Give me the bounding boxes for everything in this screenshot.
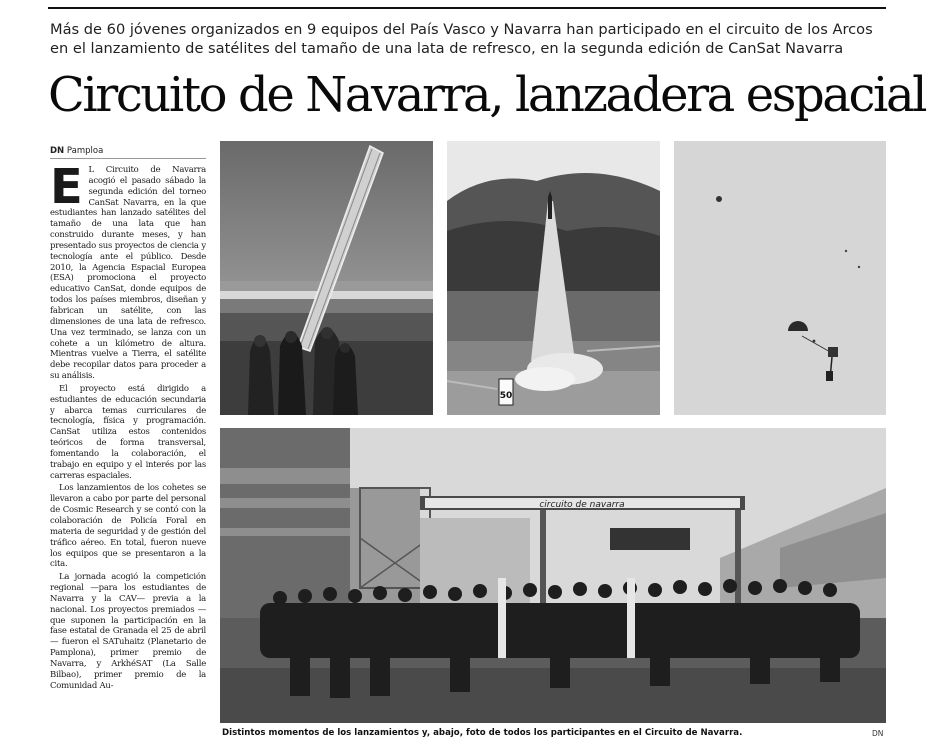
photo-parachute [674, 141, 886, 415]
photo-rocket-launch [447, 141, 660, 415]
photo-credit: DN [872, 729, 884, 738]
subtitle-line-1: Más de 60 jóvenes organizados en 9 equipos del País Vasco y Navarra han participado en el circuito de los Arcos [50, 21, 873, 38]
article-headline: Circuito de Navarra, lanzadera espacial [48, 67, 926, 123]
byline [50, 146, 206, 159]
photo-launch-rail [220, 141, 433, 415]
body-paragraph-1: L Circuito de Navarra acogió el pasado sábado la segunda edición del torneo CanSat Navarra, en la que estudiantes han lanzado satélites del tamaño de una lata que han construido durante meses, y han presentado sus proyectos de ciencia y tecnología ante el público. Desde 2010, la Agencia Espacial Europea (ESA) promociona el proyecto educativo CanSat, donde equipos de todos los países miembros, diseñan y fabrican un satélite, con las dimensiones de una lata de refresco. Una vez terminado, se lanza con un cohete a un kilómetro de altura. Mientras vuelve a Tierra, el satélite debe recopilar datos para proceder a su análisis. [50, 165, 206, 382]
byline-location: Pamploa [66, 146, 104, 156]
byline-source: DN [50, 146, 65, 156]
photo-caption: Distintos momentos de los lanzamientos y, abajo, foto de todos los participantes en el Circuito de Navarra. [222, 728, 743, 738]
article-body [50, 165, 206, 752]
gantry-sign: circuito de navarra [539, 500, 625, 510]
photo-group [220, 428, 886, 723]
distance-marker: 50 [499, 391, 513, 401]
subtitle-line-2: en el lanzamiento de satélites del tamaño de una lata de refresco, en la segunda edición de CanSat Navarra [50, 40, 844, 57]
top-rule [48, 7, 886, 9]
body-paragraph-3: Los lanzamientos de los cohetes se llevaron a cabo por parte del personal de Cosmic Research y se contó con la colaboración de Policía Foral en materia de seguridad y de gestión del tráfico aéreo. En total, fueron nueve los equipos que se presentaron a la cita. [50, 483, 206, 570]
body-paragraph-2: El proyecto está dirigido a estudiantes de educación secundaria y abarca temas curriculares de tecnología, física y programación. CanSat utiliza estos contenidos teóricos de forma transversal, fomentando la colaboración, el trabajo en equipo y el interés por las carreras espaciales. [50, 383, 206, 481]
article-subtitle [50, 20, 890, 58]
body-paragraph-4: La jornada acogió la competición regional —para los estudiantes de Navarra y la CAV— previa a la nacional. Los proyectos premiados —que suponen la participación en la fase estatal de Granada el 25 de abril— fueron el SATuhaitz (Planetario de Pamplona), primer premio de Navarra, y ArkhéSAT (La Salle Bilbao), primer premio de la Comunidad Au- [50, 572, 206, 691]
drop-cap: E [50, 165, 83, 215]
